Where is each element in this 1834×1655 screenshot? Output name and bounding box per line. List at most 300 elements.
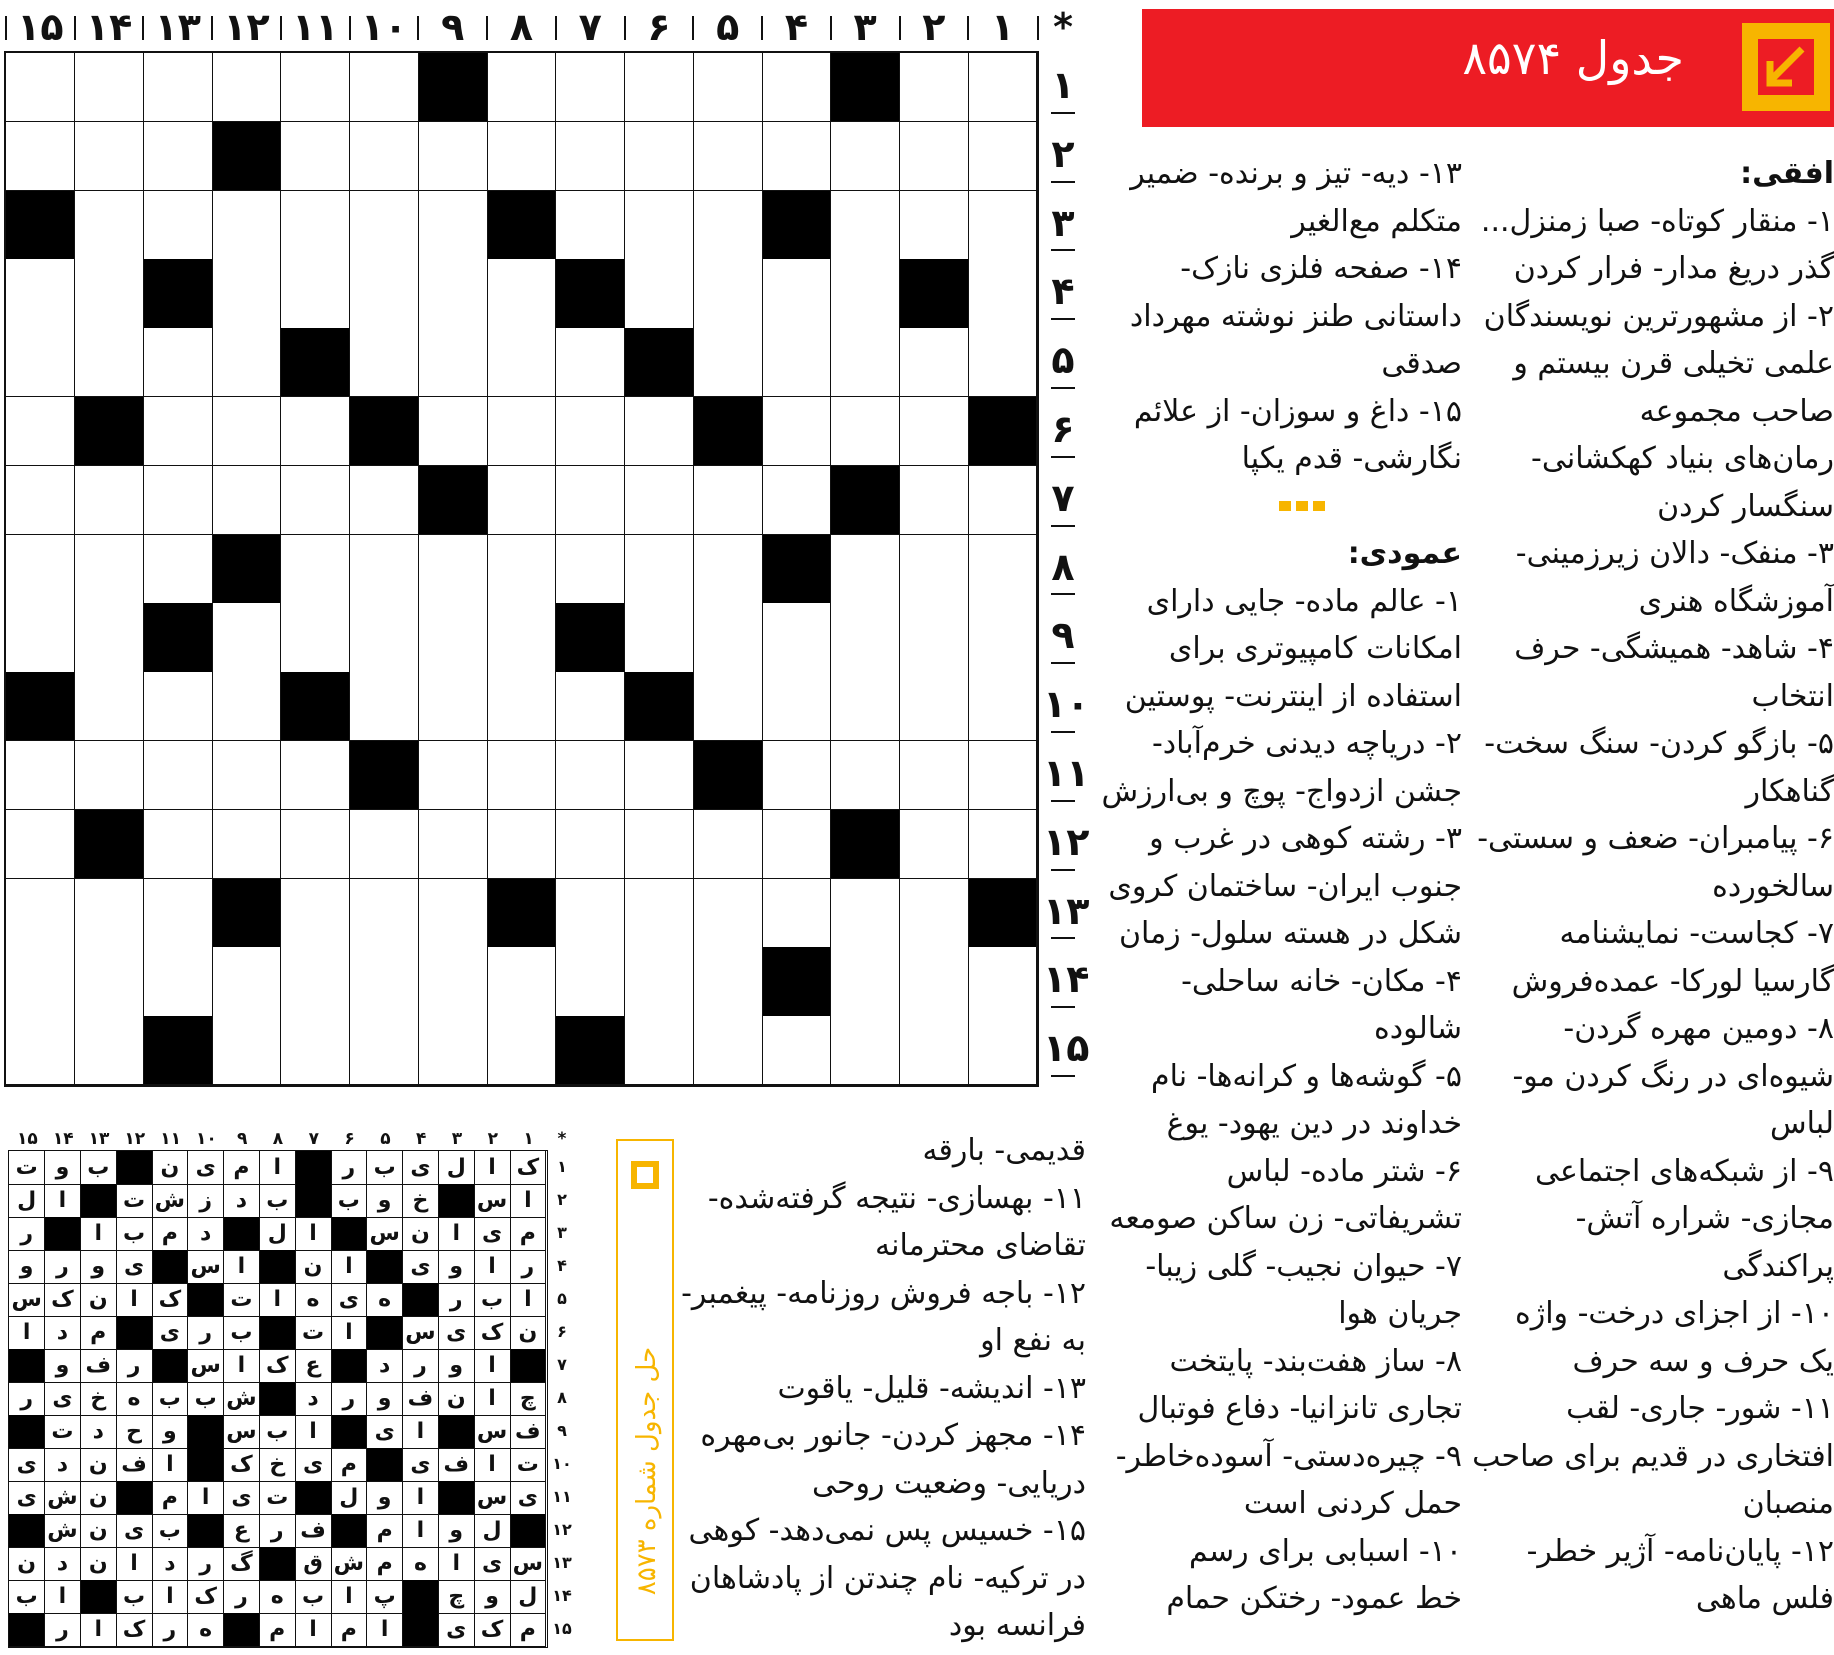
grid-cell[interactable]: [831, 947, 900, 1016]
grid-cell[interactable]: [625, 535, 694, 604]
solution-cell: ا: [474, 1250, 510, 1284]
grid-cell[interactable]: [900, 741, 969, 810]
grid-cell[interactable]: [831, 603, 900, 672]
grid-cell[interactable]: [212, 259, 281, 328]
clue-line: پراکندگی: [1722, 1248, 1834, 1284]
solution-cell: ا: [81, 1217, 117, 1251]
grid-cell[interactable]: [556, 53, 625, 122]
solution-cell: ب: [116, 1217, 152, 1251]
row-number: ۱۱: [1043, 751, 1090, 795]
grid-cell[interactable]: [6, 328, 75, 397]
grid-cell[interactable]: [762, 328, 831, 397]
grid-cell[interactable]: [6, 53, 75, 122]
grid-cell[interactable]: [556, 947, 625, 1016]
grid-cell[interactable]: [212, 1016, 281, 1085]
grid-cell[interactable]: [900, 1016, 969, 1085]
grid-cell[interactable]: [625, 741, 694, 810]
grid-cell[interactable]: [75, 672, 144, 741]
solution-cell-black: [9, 1514, 45, 1548]
grid-cell[interactable]: [418, 397, 487, 466]
solution-cell: ر: [510, 1250, 546, 1284]
clue-line: علمی تخیلی قرن بیستم و: [1513, 346, 1834, 381]
grid-cell[interactable]: [75, 947, 144, 1016]
grid-cell[interactable]: [350, 879, 419, 948]
grid-cell[interactable]: [693, 328, 762, 397]
solution-cell: ن: [295, 1250, 331, 1284]
grid-cell[interactable]: [212, 466, 281, 535]
grid-cell[interactable]: [968, 603, 1037, 672]
grid-cell[interactable]: [693, 810, 762, 879]
grid-cell-black: [693, 397, 762, 466]
grid-cell[interactable]: [281, 603, 350, 672]
solution-cell-black: [224, 1217, 260, 1251]
grid-cell[interactable]: [487, 810, 556, 879]
clue-line: استفاده از اینترنت- پوستین: [1124, 678, 1462, 714]
grid-cell[interactable]: [693, 259, 762, 328]
grid-cell[interactable]: [900, 191, 969, 260]
solution-cell: ل: [510, 1580, 546, 1614]
grid-cell[interactable]: [900, 879, 969, 948]
grid-cell[interactable]: [831, 879, 900, 948]
solution-cell: ا: [474, 1151, 510, 1185]
grid-cell[interactable]: [350, 328, 419, 397]
grid-cell[interactable]: [212, 810, 281, 879]
grid-cell[interactable]: [143, 122, 212, 191]
grid-cell[interactable]: [487, 741, 556, 810]
solution-cell: ی: [116, 1514, 152, 1548]
grid-cell[interactable]: [212, 947, 281, 1016]
grid-cell[interactable]: [75, 328, 144, 397]
grid-cell[interactable]: [281, 466, 350, 535]
row-underline: [1051, 731, 1075, 733]
solution-cell: ب: [81, 1151, 117, 1185]
grid-cell[interactable]: [6, 741, 75, 810]
grid-cell[interactable]: [900, 122, 969, 191]
grid-cell[interactable]: [762, 603, 831, 672]
grid-cell[interactable]: [75, 191, 144, 260]
solution-cell-black: [260, 1547, 296, 1581]
grid-cell[interactable]: [281, 1016, 350, 1085]
grid-cell[interactable]: [487, 1016, 556, 1085]
grid-cell[interactable]: [350, 1016, 419, 1085]
solution-cell: ه: [367, 1283, 403, 1317]
grid-cell[interactable]: [487, 259, 556, 328]
grid-cell[interactable]: [900, 672, 969, 741]
grid-cell[interactable]: [900, 603, 969, 672]
grid-cell[interactable]: [625, 122, 694, 191]
grid-cell[interactable]: [6, 535, 75, 604]
solution-row-number: ۷: [557, 1355, 567, 1374]
grid-cell[interactable]: [281, 879, 350, 948]
grid-cell[interactable]: [625, 1016, 694, 1085]
grid-cell[interactable]: [281, 397, 350, 466]
clue-line: ۱۲- پایان‌نامه- آژیر خطر-: [1526, 1533, 1834, 1569]
grid-cell[interactable]: [831, 397, 900, 466]
grid-cell[interactable]: [143, 672, 212, 741]
grid-cell-black: [625, 328, 694, 397]
solution-cell: ب: [224, 1316, 260, 1350]
grid-cell[interactable]: [556, 122, 625, 191]
row-underline: [1051, 318, 1075, 320]
solution-row-number: ۸: [557, 1388, 567, 1407]
solution-cell: ا: [510, 1283, 546, 1317]
grid-cell[interactable]: [762, 741, 831, 810]
solution-cell: ک: [152, 1283, 188, 1317]
clue-line: سالخورده: [1712, 868, 1834, 904]
solution-cell: ب: [474, 1283, 510, 1317]
grid-cell[interactable]: [968, 466, 1037, 535]
grid-cell[interactable]: [968, 53, 1037, 122]
grid-cell-black: [556, 1016, 625, 1085]
solution-cell: ا: [403, 1514, 439, 1548]
grid-cell[interactable]: [281, 535, 350, 604]
grid-cell[interactable]: [281, 259, 350, 328]
grid-cell[interactable]: [556, 328, 625, 397]
solution-cell: ی: [9, 1448, 45, 1482]
grid-cell[interactable]: [900, 53, 969, 122]
grid-cell[interactable]: [6, 810, 75, 879]
column-separator: [1037, 16, 1039, 40]
solution-cell-black: [367, 1316, 403, 1350]
column-number: ۱۱: [292, 5, 339, 49]
down-clues-continued: [681, 1127, 1086, 1650]
solution-cell: ی: [474, 1217, 510, 1251]
grid-cell[interactable]: [418, 810, 487, 879]
solution-row-number: ۱۴: [552, 1586, 572, 1605]
grid-cell[interactable]: [350, 535, 419, 604]
grid-cell[interactable]: [762, 672, 831, 741]
grid-cell[interactable]: [762, 810, 831, 879]
grid-cell[interactable]: [968, 810, 1037, 879]
grid-cell[interactable]: [350, 672, 419, 741]
grid-cell[interactable]: [418, 741, 487, 810]
grid-cell[interactable]: [143, 741, 212, 810]
solution-column-number: ۱: [523, 1129, 534, 1149]
grid-cell[interactable]: [6, 397, 75, 466]
grid-cell[interactable]: [968, 1016, 1037, 1085]
solution-cell: ن: [81, 1283, 117, 1317]
solution-row-numbers: [551, 1150, 573, 1648]
solution-cell: ا: [188, 1481, 224, 1515]
grid-cell[interactable]: [143, 466, 212, 535]
grid-cell[interactable]: [350, 947, 419, 1016]
grid-cell[interactable]: [350, 53, 419, 122]
solution-row-number: ۱: [557, 1157, 567, 1176]
grid-cell[interactable]: [418, 535, 487, 604]
grid-cell[interactable]: [6, 947, 75, 1016]
grid-cell[interactable]: [350, 259, 419, 328]
solution-cell: ن: [403, 1217, 439, 1251]
grid-cell[interactable]: [281, 741, 350, 810]
solution-row-number: ۱۰: [552, 1454, 572, 1473]
grid-cell[interactable]: [418, 1016, 487, 1085]
grid-cell[interactable]: [693, 603, 762, 672]
grid-cell[interactable]: [625, 947, 694, 1016]
grid-cell[interactable]: [625, 53, 694, 122]
grid-cell[interactable]: [487, 53, 556, 122]
solution-cell: ش: [224, 1382, 260, 1416]
grid-cell[interactable]: [143, 810, 212, 879]
solution-cell: ر: [9, 1217, 45, 1251]
grid-cell-black: [831, 466, 900, 535]
grid-cell[interactable]: [831, 259, 900, 328]
grid-cell-black: [143, 603, 212, 672]
grid-cell[interactable]: [75, 879, 144, 948]
solution-cell: پ: [367, 1580, 403, 1614]
solution-cell: ی: [439, 1613, 475, 1647]
grid-cell[interactable]: [75, 259, 144, 328]
grid-cell[interactable]: [75, 603, 144, 672]
solution-cell: ر: [9, 1382, 45, 1416]
grid-cell[interactable]: [968, 259, 1037, 328]
solution-cell: ا: [403, 1481, 439, 1515]
grid-cell[interactable]: [418, 603, 487, 672]
grid-cell[interactable]: [281, 53, 350, 122]
solution-cell: ن: [439, 1382, 475, 1416]
grid-cell[interactable]: [900, 947, 969, 1016]
solution-cell-black: [331, 1349, 367, 1383]
grid-cell[interactable]: [831, 191, 900, 260]
down-heading: عمودی:: [1347, 536, 1462, 571]
clue-line: ۶- پیامبران- ضعف و سستی-: [1477, 821, 1834, 856]
solution-row-number: ۱۵: [552, 1619, 572, 1638]
grid-cell[interactable]: [143, 879, 212, 948]
solution-cell: و: [367, 1382, 403, 1416]
grid-cell[interactable]: [556, 879, 625, 948]
grid-cell[interactable]: [625, 259, 694, 328]
grid-cell[interactable]: [75, 1016, 144, 1085]
grid-cell[interactable]: [762, 259, 831, 328]
grid-cell[interactable]: [418, 947, 487, 1016]
grid-cell-black: [487, 879, 556, 948]
grid-cell[interactable]: [487, 122, 556, 191]
grid-cell[interactable]: [75, 122, 144, 191]
solution-cell-black: [403, 1580, 439, 1614]
grid-cell[interactable]: [6, 879, 75, 948]
grid-cell[interactable]: [693, 947, 762, 1016]
solution-cell: ی: [152, 1316, 188, 1350]
grid-cell[interactable]: [762, 1016, 831, 1085]
grid-cell-black: [487, 191, 556, 260]
grid-cell-black: [762, 947, 831, 1016]
grid-cell[interactable]: [281, 810, 350, 879]
solution-label-box: [616, 1139, 674, 1641]
solution-cell: و: [367, 1184, 403, 1218]
grid-cell[interactable]: [75, 741, 144, 810]
grid-cell[interactable]: [212, 328, 281, 397]
grid-cell[interactable]: [212, 672, 281, 741]
grid-cell[interactable]: [418, 672, 487, 741]
grid-cell[interactable]: [556, 810, 625, 879]
clue-line: ۴- مکان- خانه ساحلی-: [1181, 963, 1462, 999]
grid-cell[interactable]: [75, 535, 144, 604]
grid-cell[interactable]: [75, 53, 144, 122]
grid-cell[interactable]: [968, 535, 1037, 604]
grid-cell[interactable]: [693, 879, 762, 948]
grid-cell[interactable]: [625, 879, 694, 948]
grid-cell[interactable]: [625, 397, 694, 466]
grid-cell[interactable]: [487, 603, 556, 672]
grid-cell[interactable]: [487, 535, 556, 604]
grid-cell[interactable]: [487, 397, 556, 466]
grid-cell[interactable]: [418, 879, 487, 948]
solution-cell-black: [9, 1415, 45, 1449]
grid-cell[interactable]: [212, 191, 281, 260]
grid-cell[interactable]: [212, 741, 281, 810]
grid-cell[interactable]: [487, 466, 556, 535]
column-number: ۹: [441, 5, 465, 49]
grid-cell[interactable]: [6, 1016, 75, 1085]
grid-cell-black: [143, 259, 212, 328]
row-number: ۲: [1051, 131, 1075, 176]
grid-cell[interactable]: [143, 53, 212, 122]
grid-cell[interactable]: [556, 191, 625, 260]
grid-cell[interactable]: [487, 672, 556, 741]
solution-cell: د: [81, 1415, 117, 1449]
grid-cell[interactable]: [418, 122, 487, 191]
solution-cell: ه: [188, 1613, 224, 1647]
solution-cell: س: [474, 1184, 510, 1218]
grid-cell[interactable]: [831, 1016, 900, 1085]
clue-line: ۱۱- بهسازی- نتیجه گرفته‌شده-: [707, 1180, 1086, 1216]
grid-cell[interactable]: [281, 191, 350, 260]
grid-cell[interactable]: [831, 741, 900, 810]
grid-cell[interactable]: [693, 466, 762, 535]
grid-cell[interactable]: [6, 603, 75, 672]
grid-cell[interactable]: [143, 397, 212, 466]
grid-cell[interactable]: [281, 947, 350, 1016]
solution-cell-black: [9, 1613, 45, 1647]
grid-cell[interactable]: [143, 191, 212, 260]
grid-cell[interactable]: [75, 466, 144, 535]
solution-grid: [8, 1150, 548, 1648]
grid-cell[interactable]: [6, 466, 75, 535]
solution-cell: چ: [510, 1382, 546, 1416]
grid-cell[interactable]: [556, 535, 625, 604]
solution-cell: س: [510, 1547, 546, 1581]
grid-cell[interactable]: [625, 466, 694, 535]
grid-cell[interactable]: [968, 328, 1037, 397]
solution-cell: س: [188, 1250, 224, 1284]
grid-cell[interactable]: [143, 535, 212, 604]
solution-cell: ر: [224, 1580, 260, 1614]
grid-cell[interactable]: [968, 947, 1037, 1016]
clue-line: ۵- گوشه‌ها و کرانه‌ها- نام: [1151, 1058, 1462, 1094]
grid-cell[interactable]: [831, 672, 900, 741]
grid-cell[interactable]: [693, 535, 762, 604]
grid-cell[interactable]: [693, 191, 762, 260]
clue-line: ۶- شتر ماده- لباس: [1226, 1153, 1462, 1189]
grid-cell[interactable]: [762, 53, 831, 122]
grid-cell[interactable]: [693, 122, 762, 191]
grid-cell[interactable]: [693, 1016, 762, 1085]
grid-cell[interactable]: [418, 191, 487, 260]
grid-cell[interactable]: [212, 603, 281, 672]
solution-cell: د: [224, 1184, 260, 1218]
grid-cell[interactable]: [6, 259, 75, 328]
grid-cell[interactable]: [212, 53, 281, 122]
grid-cell[interactable]: [556, 466, 625, 535]
grid-cell[interactable]: [350, 466, 419, 535]
grid-cell[interactable]: [762, 879, 831, 948]
solution-row-number: ۵: [557, 1289, 567, 1308]
grid-cell[interactable]: [968, 191, 1037, 260]
grid-cell[interactable]: [968, 672, 1037, 741]
clue-line: جریان هوا: [1338, 1296, 1462, 1331]
solution-cell-black: [331, 1514, 367, 1548]
solution-cell: س: [474, 1481, 510, 1515]
row-number: ۱۰: [1043, 682, 1090, 727]
grid-cell[interactable]: [968, 122, 1037, 191]
grid-cell[interactable]: [143, 947, 212, 1016]
grid-cell[interactable]: [556, 672, 625, 741]
clue-line: ۵- بازگو کردن- سنگ سخت-: [1484, 726, 1834, 761]
grid-cell[interactable]: [900, 328, 969, 397]
column-number: ۶: [647, 5, 671, 49]
grid-cell[interactable]: [350, 810, 419, 879]
grid-cell[interactable]: [212, 397, 281, 466]
grid-cell[interactable]: [281, 122, 350, 191]
grid-cell[interactable]: [350, 603, 419, 672]
solution-cell: ف: [439, 1448, 475, 1482]
row-underline: [1051, 1006, 1075, 1008]
solution-cell: ی: [45, 1382, 81, 1416]
grid-cell[interactable]: [418, 259, 487, 328]
grid-cell[interactable]: [831, 535, 900, 604]
grid-cell[interactable]: [762, 122, 831, 191]
grid-cell[interactable]: [556, 741, 625, 810]
solution-cell-black: [295, 1151, 331, 1185]
grid-cell[interactable]: [831, 122, 900, 191]
grid-cell[interactable]: [487, 328, 556, 397]
grid-cell[interactable]: [350, 122, 419, 191]
grid-cell[interactable]: [625, 191, 694, 260]
clue-line: به نفع او: [980, 1323, 1086, 1358]
solution-cell: ی: [474, 1547, 510, 1581]
grid-cell[interactable]: [693, 672, 762, 741]
solution-cell: ل: [9, 1184, 45, 1218]
grid-cell[interactable]: [900, 535, 969, 604]
grid-cell[interactable]: [6, 122, 75, 191]
grid-cell[interactable]: [762, 397, 831, 466]
solution-cell: و: [439, 1349, 475, 1383]
solution-cell: و: [439, 1250, 475, 1284]
grid-cell[interactable]: [625, 810, 694, 879]
solution-cell: ی: [295, 1448, 331, 1482]
grid-cell[interactable]: [693, 53, 762, 122]
clue-line: امکانات کامپیوتری برای: [1168, 631, 1462, 666]
clue-line: دریایی- وضعیت روحی: [811, 1465, 1086, 1501]
solution-cell: ب: [260, 1415, 296, 1449]
solution-cell: ر: [439, 1283, 475, 1317]
grid-cell[interactable]: [143, 328, 212, 397]
grid-cell[interactable]: [831, 328, 900, 397]
grid-cell[interactable]: [625, 603, 694, 672]
grid-cell[interactable]: [556, 397, 625, 466]
grid-cell[interactable]: [418, 328, 487, 397]
solution-column-number: ۳: [451, 1129, 463, 1149]
grid-cell[interactable]: [900, 397, 969, 466]
grid-cell[interactable]: [487, 947, 556, 1016]
solution-cell-black: [188, 1283, 224, 1317]
grid-cell[interactable]: [350, 191, 419, 260]
grid-cell[interactable]: [900, 466, 969, 535]
grid-cell[interactable]: [900, 810, 969, 879]
solution-cell: ر: [188, 1547, 224, 1581]
grid-cell[interactable]: [762, 466, 831, 535]
grid-cell[interactable]: [968, 741, 1037, 810]
solution-cell: م: [152, 1481, 188, 1515]
